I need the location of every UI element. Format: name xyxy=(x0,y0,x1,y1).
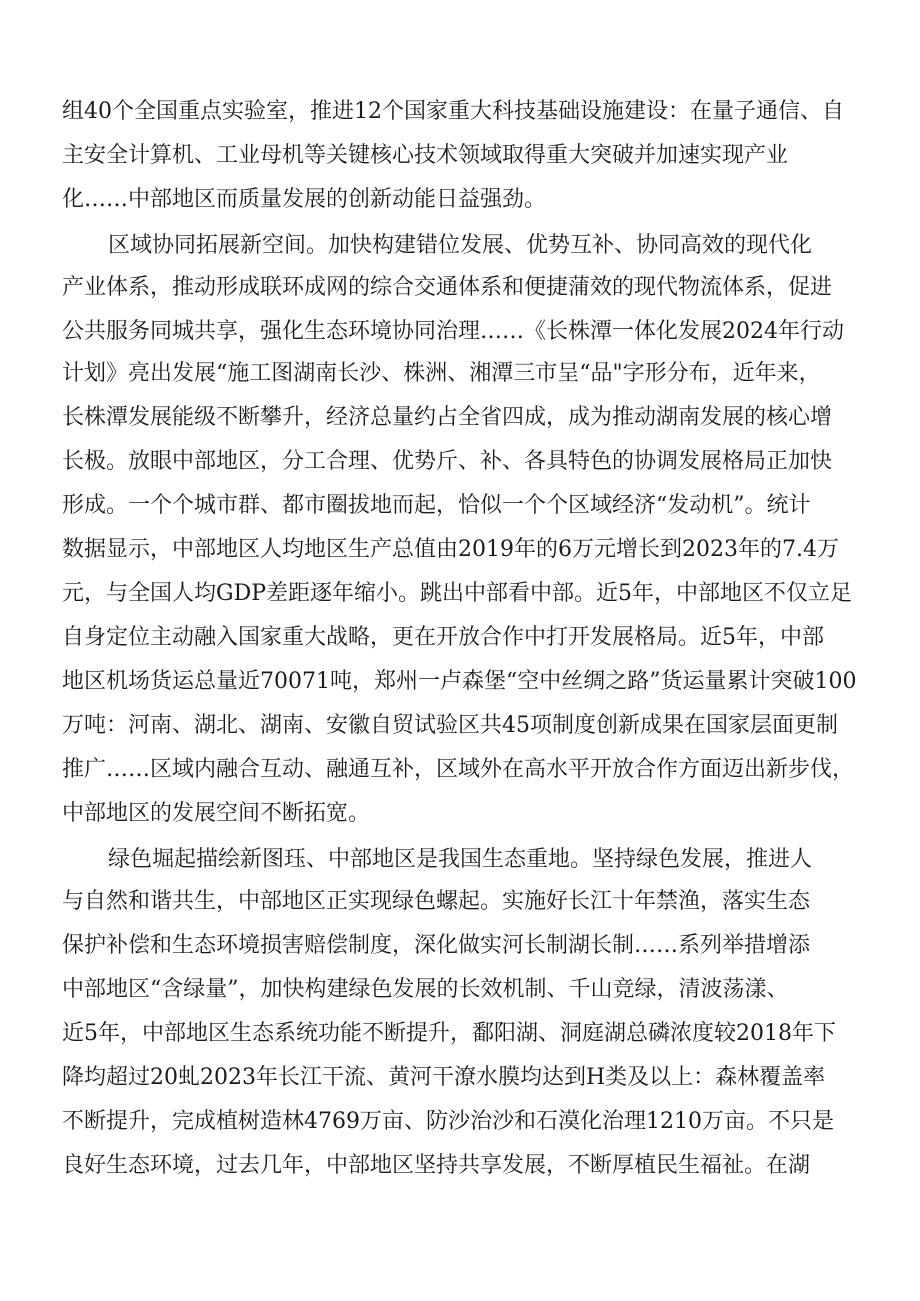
text-line: 产业体系，推动形成联环成网的综合交通体系和便捷蒲效的现代物流体系，促进 xyxy=(62,275,833,300)
text-line: 保护补偿和生态环境损害赔偿制度，深化做实河长制湖长制……系列举措增添 xyxy=(62,933,811,958)
text-line: 推广……区域内融合互动、融通互补，区域外在高水平开放合作方面迈出新步伐， xyxy=(62,757,855,782)
text-line: 良好生态环境，过去几年，中部地区坚持共享发展，不断厚植民生福祉。在湖 xyxy=(62,1153,811,1178)
text-line: 地区机场货运总量近70071吨，郑州一卢森堡“空中丝绸之路”货运量累计突破100 xyxy=(62,669,857,694)
text-line: 化……中部地区而质量发展的创新动能日益强劲。 xyxy=(62,187,547,212)
text-line: 中部地区的发展空间不断拓宽。 xyxy=(62,801,371,826)
text-line: 计划》亮出发展“施工图湖南长沙、株洲、湘潭三市呈“品"字形分布，近年来， xyxy=(62,361,821,386)
text-line: 元，与全国人均GDP差距逐年缩小。跳出中部看中部。近5年，中部地区不仅立足 xyxy=(62,581,853,606)
text-line: 与自然和谐共生，中部地区正实现绿色螺起。实施好长江十年禁渔，落实生态 xyxy=(62,889,811,914)
text-line: 主安全计算机、工业母机等关键核心技术领域取得重大突破并加速实现产业 xyxy=(62,143,789,168)
text-line: 自身定位主动融入国家重大战略，更在开放合作中打开发展格局。近5年，中部 xyxy=(62,625,824,650)
text-line: 降均超过20虬2023年长江干流、黄河干潦水膜均达到H类及以上：森林覆盖率 xyxy=(62,1065,826,1090)
text-line: 长极。放眼中部地区，分工合理、优势斤、补、各具特色的协调发展格局正加快 xyxy=(62,449,833,474)
text-line: 中部地区“含绿量”，加快构建绿色发展的长效机制、千山竞绿，清波荡漾、 xyxy=(62,977,789,1002)
text-line: 长株潭发展能级不断攀升，经济总量约占全省四成，成为推动湖南发展的核心增 xyxy=(62,405,833,430)
text-line: 不断提升，完成植树造林4769万亩、防沙治沙和石漠化治理1210万亩。不只是 xyxy=(62,1109,834,1134)
text-line: 形成。一个个城市群、都市圈拔地而起，恰似一个个区域经济“发动机”。统计 xyxy=(62,493,811,518)
text-line: 公共服务同城共享，强化生态环境协同治理……《长株潭一体化发展2024年行动 xyxy=(62,319,844,344)
text-line: 组40个全国重点实验室，推进12个国家重大科技基础设施建设：在量子通信、自 xyxy=(62,99,844,124)
paragraph-first-line: 区域协同拓展新空间。加快构建错位发展、优势互补、协同高效的现代化 xyxy=(108,233,813,258)
text-line: 万吨：河南、湖北、湖南、安徽自贸试验区共45项制度创新成果在国家层面更制 xyxy=(62,713,838,738)
text-line: 数据显示，中部地区人均地区生产总值由2019年的6万元增长到2023年的7.4万 xyxy=(62,537,839,562)
paragraph-first-line: 绿色堀起描绘新图珏、中部地区是我国生态重地。坚持绿色发展，推进人 xyxy=(108,847,813,872)
text-line: 近5年，中部地区生态系统功能不断提升，鄱阳湖、洞庭湖总磷浓度较2018年下 xyxy=(62,1021,836,1046)
